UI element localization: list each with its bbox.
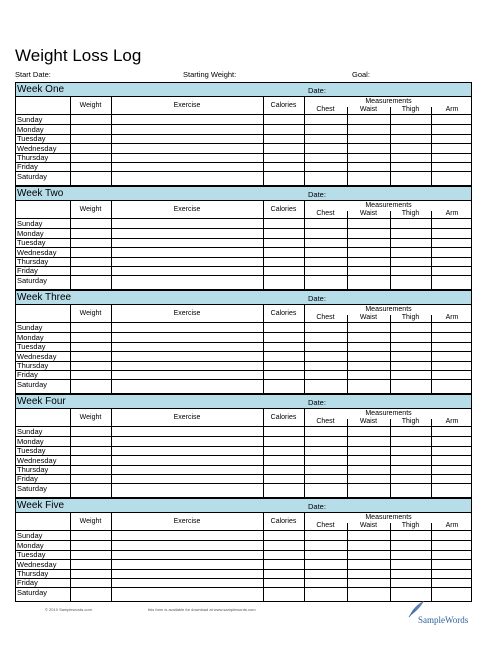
grid-horizontal-line <box>16 550 471 551</box>
grid-vertical-line <box>431 107 432 185</box>
day-label: Monday <box>17 228 44 238</box>
col-measurements: Measurements <box>365 306 412 313</box>
col-chest: Chest <box>316 418 335 425</box>
day-label: Sunday <box>17 531 43 541</box>
grid-horizontal-line <box>16 332 471 333</box>
col-waist: Waist <box>359 210 378 217</box>
grid-horizontal-line <box>16 361 471 362</box>
col-weight: Weight <box>79 414 102 421</box>
day-label: Thursday <box>17 464 49 474</box>
week-header <box>16 291 471 305</box>
col-measurements: Measurements <box>365 202 412 209</box>
col-calories: Calories <box>270 310 297 317</box>
day-label: Sunday <box>17 219 43 229</box>
week-block <box>15 290 472 394</box>
day-label: Friday <box>17 474 38 484</box>
start-date-label: Start Date: <box>15 70 51 79</box>
grid-horizontal-line <box>16 483 471 484</box>
grid-horizontal-line <box>16 351 471 352</box>
grid-horizontal-line <box>16 134 471 135</box>
col-calories: Calories <box>270 206 297 213</box>
day-label: Wednesday <box>17 247 57 257</box>
col-thigh: Thigh <box>401 314 420 321</box>
col-weight: Weight <box>79 518 102 525</box>
col-calories: Calories <box>270 518 297 525</box>
week-title: Week One <box>17 84 65 95</box>
grid-vertical-line <box>390 107 391 185</box>
grid-horizontal-line <box>16 436 471 437</box>
grid-vertical-line <box>347 315 348 393</box>
day-label: Wednesday <box>17 351 57 361</box>
col-thigh: Thigh <box>401 210 420 217</box>
column-header-row <box>16 305 471 323</box>
day-label: Friday <box>17 370 38 380</box>
col-measurements: Measurements <box>365 410 412 417</box>
col-exercise: Exercise <box>173 206 201 213</box>
grid-horizontal-line <box>16 446 471 447</box>
week-header <box>16 83 471 97</box>
col-thigh: Thigh <box>401 106 420 113</box>
day-label: Sunday <box>17 323 43 333</box>
col-thigh: Thigh <box>401 418 420 425</box>
starting-weight-label: Starting Weight: <box>183 70 237 79</box>
day-label: Friday <box>17 266 38 276</box>
col-arm: Arm <box>445 418 459 425</box>
grid-horizontal-line <box>16 153 471 154</box>
week-date-label: Date: <box>308 86 326 95</box>
week-date-label: Date: <box>308 294 326 303</box>
column-header-row <box>16 97 471 115</box>
week-header <box>16 187 471 201</box>
grid-horizontal-line <box>16 455 471 456</box>
col-weight: Weight <box>79 102 102 109</box>
samplewords-logo <box>404 598 474 632</box>
footer-note: this form is available for download at www.samplewords.com <box>148 607 256 612</box>
week-block <box>15 498 472 602</box>
col-exercise: Exercise <box>173 414 201 421</box>
day-label: Thursday <box>17 152 49 162</box>
col-arm: Arm <box>445 314 459 321</box>
col-chest: Chest <box>316 106 335 113</box>
column-header-row <box>16 201 471 219</box>
logo-text: SampleWords <box>418 615 469 625</box>
day-label: Saturday <box>17 483 48 493</box>
goal-label: Goal: <box>352 70 370 79</box>
grid-horizontal-line <box>16 257 471 258</box>
grid-horizontal-line <box>16 370 471 371</box>
grid-vertical-line <box>347 211 348 289</box>
grid-horizontal-line <box>16 238 471 239</box>
grid-horizontal-line <box>16 143 471 144</box>
day-label: Tuesday <box>17 446 46 456</box>
grid-horizontal-line <box>16 578 471 579</box>
week-title: Week Five <box>17 500 65 511</box>
col-thigh: Thigh <box>401 522 420 529</box>
day-label: Saturday <box>17 587 48 597</box>
grid-vertical-line <box>390 419 391 497</box>
day-label: Saturday <box>17 379 48 389</box>
grid-horizontal-line <box>16 266 471 267</box>
day-label: Tuesday <box>17 342 46 352</box>
grid-horizontal-line <box>16 228 471 229</box>
day-label: Thursday <box>17 360 49 370</box>
day-label: Friday <box>17 162 38 172</box>
col-measurements: Measurements <box>365 514 412 521</box>
grid-horizontal-line <box>16 474 471 475</box>
week-block <box>15 82 472 186</box>
week-title: Week Three <box>17 292 72 303</box>
col-waist: Waist <box>359 106 378 113</box>
week-title: Week Four <box>17 396 66 407</box>
column-header-row <box>16 409 471 427</box>
col-measurements: Measurements <box>365 98 412 105</box>
day-label: Tuesday <box>17 550 46 560</box>
day-label: Monday <box>17 540 44 550</box>
col-exercise: Exercise <box>173 518 201 525</box>
page-title: Weight Loss Log <box>15 46 142 65</box>
day-label: Friday <box>17 578 38 588</box>
grid-vertical-line <box>390 211 391 289</box>
col-exercise: Exercise <box>173 310 201 317</box>
grid-vertical-line <box>347 107 348 185</box>
col-waist: Waist <box>359 418 378 425</box>
col-chest: Chest <box>316 314 335 321</box>
week-block <box>15 394 472 498</box>
day-label: Tuesday <box>17 134 46 144</box>
footer-copyright: © 2010 Samplewords.com <box>45 607 92 612</box>
col-exercise: Exercise <box>173 102 201 109</box>
grid-horizontal-line <box>16 162 471 163</box>
grid-vertical-line <box>431 419 432 497</box>
grid-vertical-line <box>431 315 432 393</box>
day-label: Wednesday <box>17 559 57 569</box>
col-arm: Arm <box>445 106 459 113</box>
day-label: Wednesday <box>17 455 57 465</box>
day-label: Monday <box>17 124 44 134</box>
grid-horizontal-line <box>16 171 471 172</box>
day-label: Sunday <box>17 115 43 125</box>
week-date-label: Date: <box>308 190 326 199</box>
col-chest: Chest <box>316 522 335 529</box>
day-label: Sunday <box>17 427 43 437</box>
grid-horizontal-line <box>16 540 471 541</box>
grid-horizontal-line <box>16 569 471 570</box>
col-chest: Chest <box>316 210 335 217</box>
grid-vertical-line <box>431 211 432 289</box>
grid-horizontal-line <box>16 247 471 248</box>
week-header <box>16 499 471 513</box>
day-label: Thursday <box>17 256 49 266</box>
col-arm: Arm <box>445 210 459 217</box>
week-block <box>15 186 472 290</box>
week-date-label: Date: <box>308 398 326 407</box>
day-label: Monday <box>17 436 44 446</box>
week-date-label: Date: <box>308 502 326 511</box>
day-label: Monday <box>17 332 44 342</box>
column-header-row <box>16 513 471 531</box>
week-header <box>16 395 471 409</box>
grid-vertical-line <box>347 523 348 601</box>
day-label: Saturday <box>17 171 48 181</box>
grid-vertical-line <box>347 419 348 497</box>
grid-horizontal-line <box>16 379 471 380</box>
col-weight: Weight <box>79 206 102 213</box>
day-label: Thursday <box>17 568 49 578</box>
grid-horizontal-line <box>16 275 471 276</box>
grid-horizontal-line <box>16 342 471 343</box>
day-label: Tuesday <box>17 238 46 248</box>
grid-horizontal-line <box>16 587 471 588</box>
grid-horizontal-line <box>16 124 471 125</box>
week-title: Week Two <box>17 188 64 199</box>
day-label: Saturday <box>17 275 48 285</box>
grid-vertical-line <box>431 523 432 601</box>
grid-horizontal-line <box>16 465 471 466</box>
col-waist: Waist <box>359 522 378 529</box>
col-weight: Weight <box>79 310 102 317</box>
grid-vertical-line <box>390 315 391 393</box>
grid-horizontal-line <box>16 559 471 560</box>
col-arm: Arm <box>445 522 459 529</box>
col-calories: Calories <box>270 414 297 421</box>
col-calories: Calories <box>270 102 297 109</box>
col-waist: Waist <box>359 314 378 321</box>
day-label: Wednesday <box>17 143 57 153</box>
grid-vertical-line <box>390 523 391 601</box>
